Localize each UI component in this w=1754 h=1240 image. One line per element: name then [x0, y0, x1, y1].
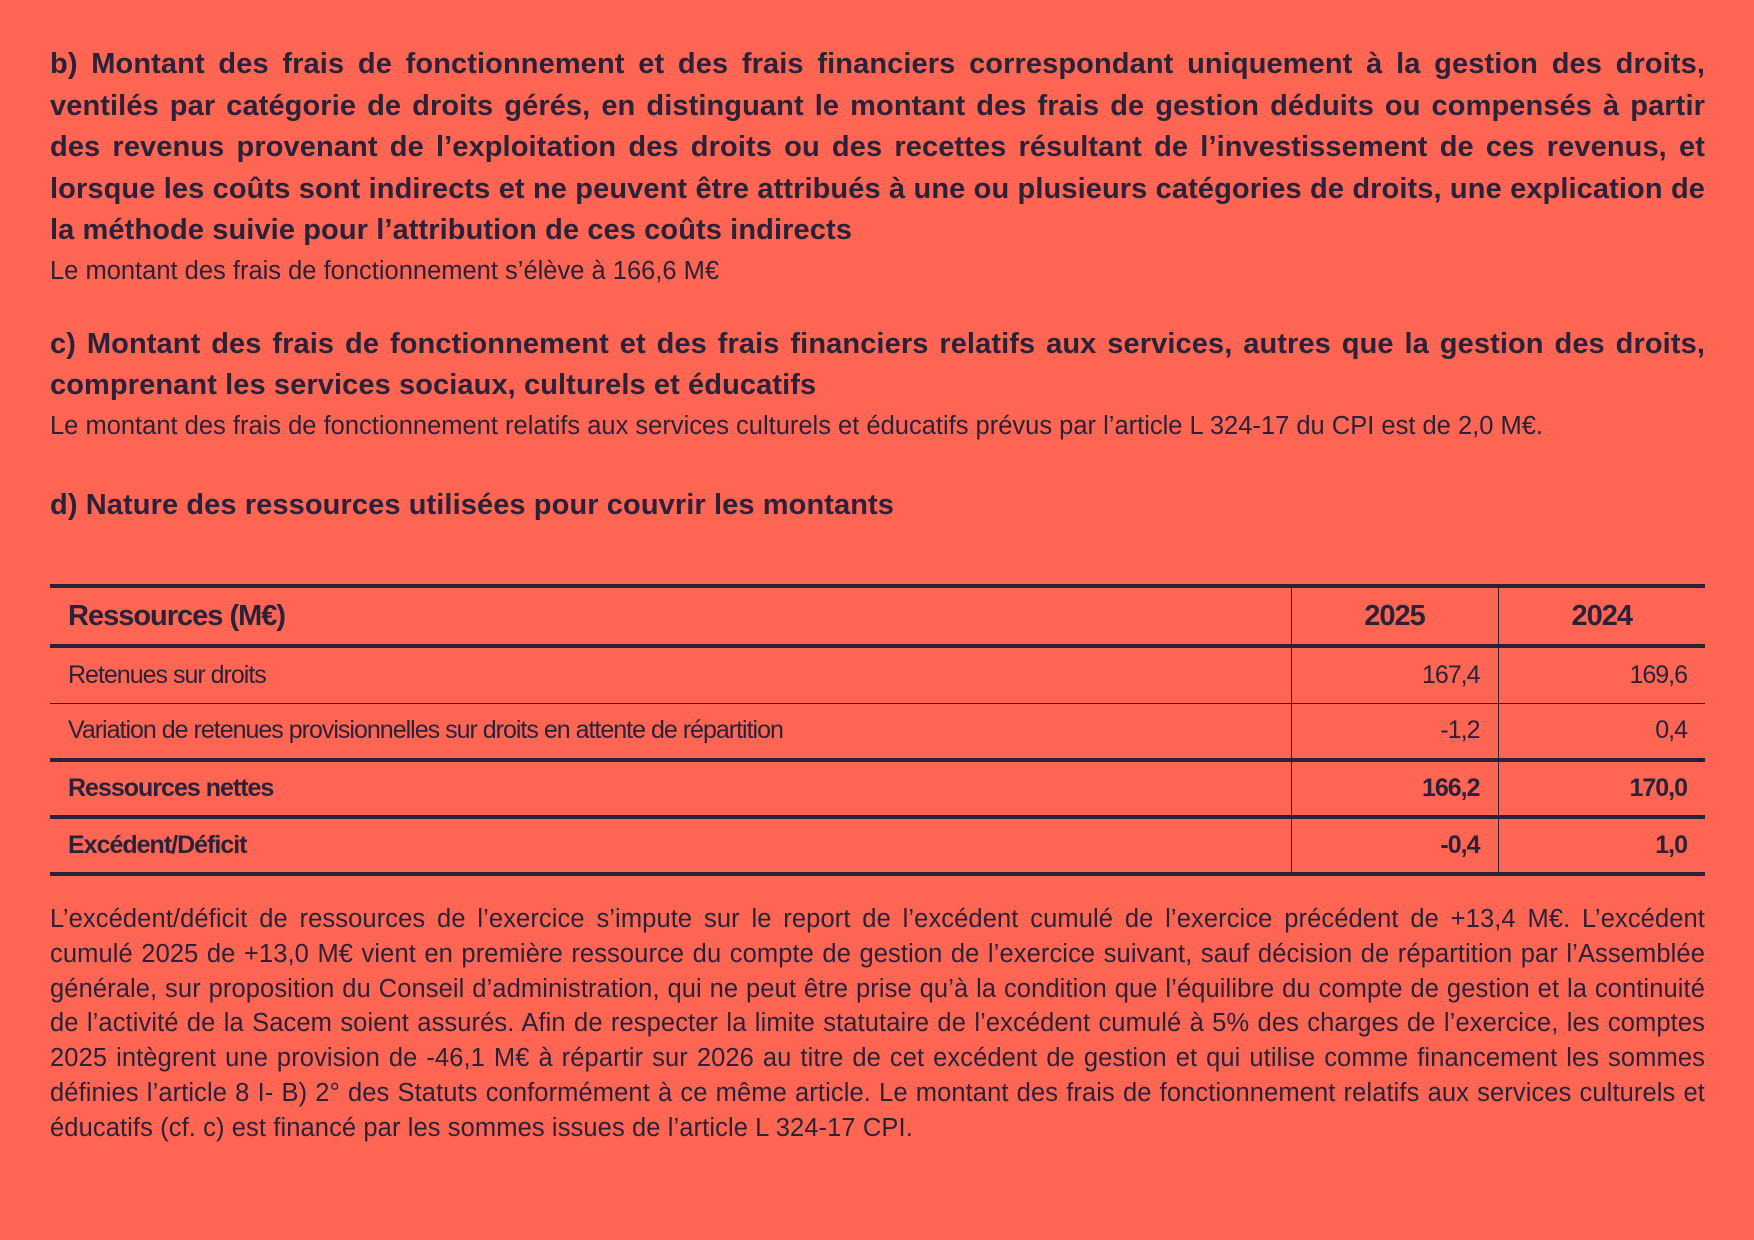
footer-paragraph: L’excédent/déficit de ressources de l’exercice s’impute sur le report de l’excédent cumulé de l’exercice précédent de +13,4 M€. L’excédent cumulé 2025 de +13,0 M€ vient en première ressource du compte de gestion de l’exercice suivant, sauf décision de répartition par l’Assemblée générale, sur proposition du Conseil d’administration, qui ne peut être prise qu’à la condition que l’équilibre du compte de gestion et la continuité de l’activité de la Sacem soient assurés. Afin de respecter la limite statutaire de l’excédent cumulé à 5% des charges de l’exercice, les comptes 2025 intègrent une provision de -46,1 M€ à répartir sur 2026 au titre de cet excédent de gestion et qui utilise comme financement les sommes définies l’article 8 I- B) 2° des Statuts conformément à ce même article. Le montant des frais de fonctionnement relatifs aux services culturels et éducatifs (cf. c) est financé par les sommes issues de l’article L 324-17 CPI.: [50, 905, 1705, 1142]
table-row-total: [50, 760, 1705, 817]
section-d: [50, 485, 1705, 527]
row-value-2024: 170,0: [1498, 760, 1705, 817]
table-row: [50, 703, 1705, 760]
table-row: [50, 646, 1705, 703]
row-value-2024: 169,6: [1498, 646, 1705, 703]
table-row-surplus: [50, 817, 1705, 874]
table-header-row: [50, 586, 1705, 646]
row-label: Variation de retenues provisionnelles sur droits en attente de répartition: [68, 716, 783, 745]
row-label: Excédent/Déficit: [68, 831, 247, 859]
section-c-title: c) Montant des frais de fonctionnement et des frais financiers relatifs aux services, autres que la gestion des droits, comprenant les services sociaux, culturels et éducatifs: [50, 327, 1705, 401]
section-c-text: Le montant des frais de fonctionnement relatifs aux services culturels et éducatifs prévus par l’article L 324-17 du CPI est de 2,0 M€.: [50, 411, 1543, 440]
resources-table: [50, 584, 1705, 876]
row-value-2025: 166,2: [1291, 760, 1498, 817]
row-value-2024: 0,4: [1498, 703, 1705, 760]
header-resources: Ressources (M€): [68, 599, 286, 632]
header-2024: 2024: [1498, 586, 1705, 646]
row-value-2025: 167,4: [1291, 646, 1498, 703]
row-label: Retenues sur droits: [68, 660, 266, 689]
section-b-title: b) Montant des frais de fonctionnement et des frais financiers correspondant uniquement à la gestion des droits, ventilés par catégorie de droits gérés, en distinguant le montant des frais de gestion déduits ou compensés à partir des revenus provenant de l’exploitation des droits ou des recettes résultant de l’investissement de ces revenus, et lorsque les coûts sont indirects et ne peuvent être attribués à une ou plusieurs catégories de droits, une explication de la méthode suivie pour l’attribution de ces coûts indirects: [50, 48, 1705, 246]
document-page: [50, 44, 1705, 1171]
row-value-2025: -1,2: [1291, 703, 1498, 760]
header-2025: 2025: [1291, 586, 1498, 646]
row-value-2025: -0,4: [1291, 817, 1498, 874]
resources-table-container: [50, 584, 1705, 876]
section-b-text: Le montant des frais de fonctionnement s’élève à 166,6 M€: [50, 256, 720, 285]
section-c: [50, 324, 1705, 445]
row-value-2024: 1,0: [1498, 817, 1705, 874]
section-b: [50, 44, 1705, 290]
row-label: Ressources nettes: [68, 774, 274, 802]
section-d-title: d) Nature des ressources utilisées pour couvrir les montants: [50, 488, 895, 521]
